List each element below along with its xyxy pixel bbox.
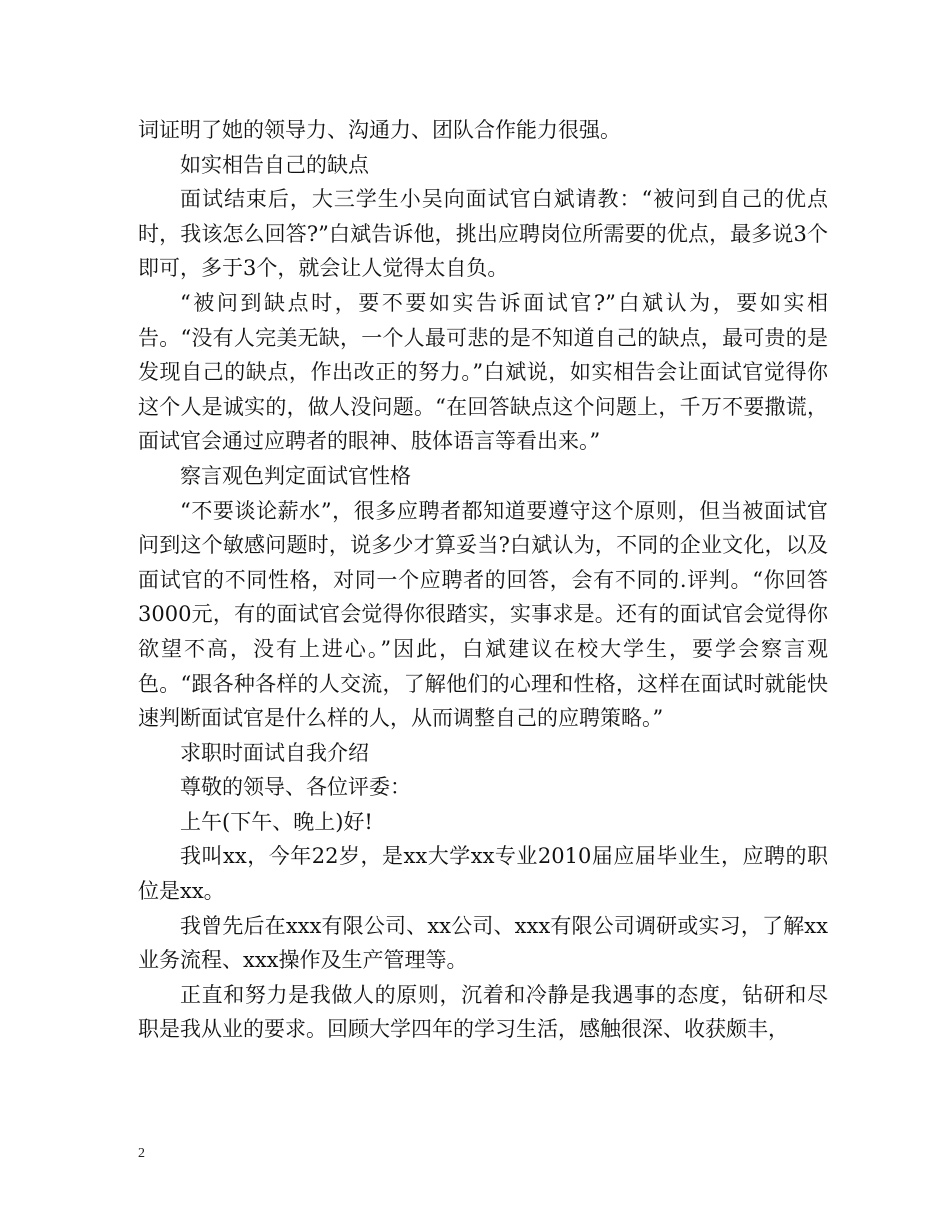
section-heading-observe: 察言观色判定面试官性格 xyxy=(180,463,411,488)
paragraph: 我曾先后在xxx有限公司、xx公司、xxx有限公司调研或实习，了解xx业务流程、xxx操作及生产管理等。 xyxy=(138,913,828,973)
paragraph: 正直和努力是我做人的原则，沉着和冷静是我遇事的态度，钻研和尽职是我从业的要求。回顾大学四年的学习生活，感触很深、收获颇丰， xyxy=(138,982,828,1042)
paragraph: 我叫xx，今年22岁，是xx大学xx专业2010届应届毕业生，应聘的职位是xx。 xyxy=(138,844,828,904)
greeting: 上午(下午、晚上)好! xyxy=(180,809,373,834)
paragraph-continuation: 词证明了她的领导力、沟通力、团队合作能力很强。 xyxy=(138,118,621,142)
page-number: 2 xyxy=(138,1146,145,1161)
paragraph: 面试结束后，大三学生小吴向面试官白斌请教：“被问到自己的优点时，我该怎么回答?”白斌告诉他，挑出应聘岗位所需要的优点，最多说3个即可，多于3个，就会让人觉得太自负。 xyxy=(138,187,828,281)
section-heading-self-intro: 求职时面试自我介绍 xyxy=(180,740,369,765)
salutation: 尊敬的领导、各位评委： xyxy=(180,775,411,800)
paragraph: “不要谈论薪水”，很多应聘者都知道要遵守这个原则，但当被面试官问到这个敏感问题时，说多少才算妥当?白斌认为，不同的企业文化，以及面试官的不同性格，对同一个应聘者的回答，会有不同的.评判。“你回答3000元，有的面试官会觉得你很踏实，实事求是。还有的面试官会觉得你欲望不高，没有上进心。”因此，白斌建议在校大学生，要学会察言观色。“跟各种各样的人交流，了解他们的心理和性格，这样在面试时就能快速判断面试官是什么样的人，从而调整自己的应聘策略。” xyxy=(138,498,828,731)
document-body xyxy=(138,113,828,1047)
section-heading-shortcomings: 如实相告自己的缺点 xyxy=(180,152,369,177)
paragraph: “被问到缺点时，要不要如实告诉面试官?”白斌认为，要如实相告。“没有人完美无缺，一个人最可悲的是不知道自己的缺点，最可贵的是发现自己的缺点，作出改正的努力。”白斌说，如实相告会让面试官觉得你这个人是诚实的，做人没问题。“在回答缺点这个问题上，千万不要撒谎，面试官会通过应聘者的眼神、肢体语言等看出来。” xyxy=(138,290,828,454)
